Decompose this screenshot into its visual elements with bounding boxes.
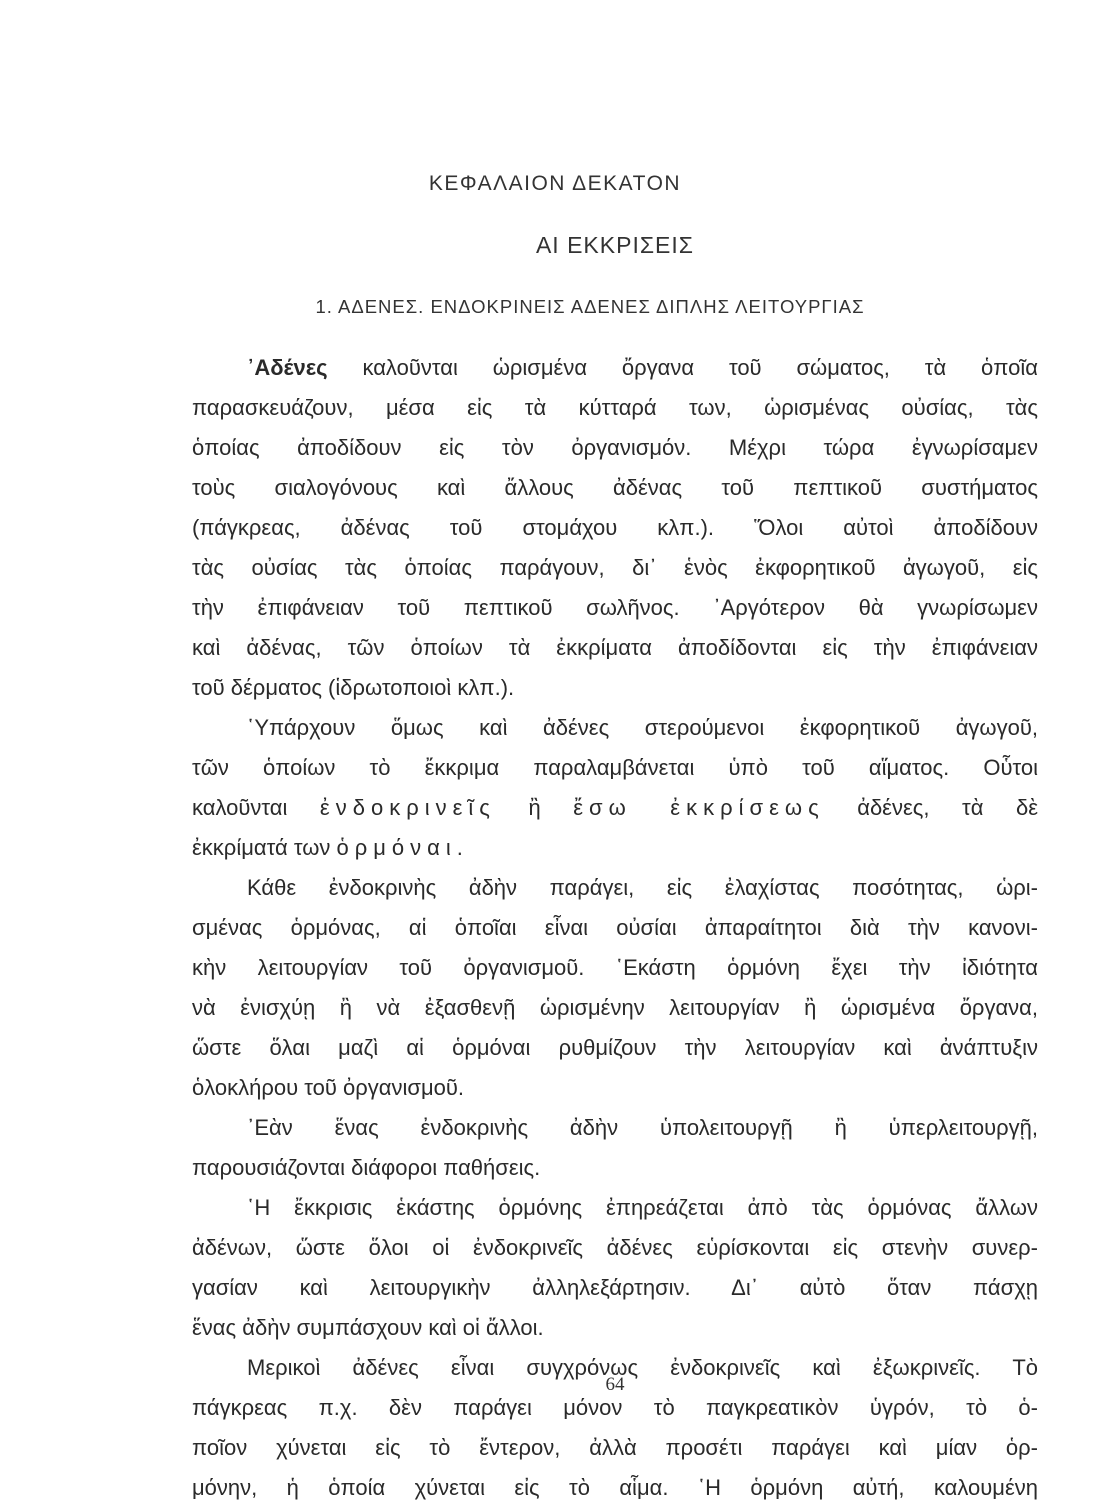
text-line: ὁποίας ἀποδίδουν εἰς τὸν ὀργανισμόν. Μέχρι τώρα ἐγνωρίσαμεν (192, 435, 1038, 460)
text-span: καλοῦνται (192, 795, 288, 820)
text-line (192, 828, 1038, 868)
body-text (192, 348, 1038, 1508)
text-line: τοὺς σιαλογόνους καὶ ἄλλους ἀδένας τοῦ πεπτικοῦ συστήματος (192, 475, 1038, 500)
text-line: ὁλοκλήρου τοῦ ὀργανισμοῦ. (192, 1075, 465, 1100)
text-line: σμένας ὁρμόνας, αἱ ὁποῖαι εἶναι οὐσίαι ἀπαραίτητοι διὰ τὴν κανονι- (192, 915, 1038, 940)
text-line: τοῦ δέρματος (ἱδρωτοποιοὶ κλπ.). (192, 675, 515, 700)
spaced-term: ὁρμόναι. (336, 835, 469, 860)
chapter-label: ΚΕΦΑΛΑΙΟΝ ΔΕΚΑΤΟΝ (428, 172, 682, 195)
text-line: Κάθε ἐνδοκρινὴς ἀδὴν παράγει, εἰς ἐλαχίστας ποσότητας, ὡρι- (247, 875, 1038, 900)
text-line: κὴν λειτουργίαν τοῦ ὀργανισμοῦ. ῾Εκάστη ὁρμόνη ἔχει τὴν ἰδιότητα (192, 955, 1038, 980)
text-line: παρασκευάζουν, μέσα εἰς τὰ κύτταρά των, ὡρισμένας οὐσίας, τὰς (192, 395, 1038, 420)
lead-term: ᾿Αδένες (247, 355, 328, 380)
text-line: τὴν ἐπιφάνειαν τοῦ πεπτικοῦ σωλῆνος. ᾿Αργότερον θὰ γνωρίσωμεν (192, 595, 1038, 620)
text-line: ὥστε ὅλαι μαζὶ αἱ ὁρμόναι ρυθμίζουν τὴν λειτουργίαν καὶ ἀνάπτυξιν (192, 1035, 1038, 1060)
text-line: (πάγκρεας, ἀδένας τοῦ στομάχου κλπ.). Ὅλοι αὐτοὶ ἀποδίδουν (192, 515, 1038, 540)
spaced-term: ἐνδοκρινεῖς (319, 795, 496, 820)
text-line: μόνην, ἡ ὁποία χύνεται εἰς τὸ αἷμα. ῾Η ὁρμόνη αὐτή, καλουμένη (192, 1475, 1038, 1500)
text-line: καὶ ἀδένας, τῶν ὁποίων τὰ ἐκκρίματα ἀποδίδονται εἰς τὴν ἐπιφάνειαν (192, 635, 1038, 660)
text-span: ἢ (528, 795, 541, 820)
text-line (192, 788, 1038, 828)
page-number: 64 (605, 1374, 625, 1395)
text-line: παρουσιάζονται διάφοροι παθήσεις. (192, 1155, 541, 1180)
spaced-term: ἔσω ἐκκρίσεως (573, 795, 825, 820)
text-line: πάγκρεας π.χ. δὲν παράγει μόνον τὸ παγκρεατικὸν ὑγρόν, τὸ ὁ- (192, 1395, 1038, 1420)
text-line: ῾Υπάρχουν ὅμως καὶ ἀδένες στερούμενοι ἐκφορητικοῦ ἀγωγοῦ, (247, 715, 1038, 740)
text-line: γασίαν καὶ λειτουργικὴν ἀλληλεξάρτησιν. Δι᾿ αὐτὸ ὅταν πάσχῃ (192, 1275, 1038, 1300)
text-line: τὰς οὐσίας τὰς ὁποίας παράγουν, δι᾿ ἑνὸς ἐκφορητικοῦ ἀγωγοῦ, εἰς (192, 555, 1038, 580)
text-span: ἐκκρίματά των (192, 835, 331, 860)
text-line: τῶν ὁποίων τὸ ἔκκριμα παραλαμβάνεται ὑπὸ τοῦ αἵματος. Οὗτοι (192, 755, 1038, 780)
section-heading: 1. ΑΔΕΝΕΣ. ΕΝΔΟΚΡΙΝΕΙΣ ΑΔΕΝΕΣ ΔΙΠΛΗΣ ΛΕΙΤΟΥΡΓΙΑΣ (315, 296, 865, 317)
text-line: ποῖον χύνεται εἰς τὸ ἔντερον, ἀλλὰ προσέτι παράγει καὶ μίαν ὁρ- (192, 1435, 1038, 1460)
text-line (192, 348, 1038, 388)
text-span: καλοῦνται ὡρισμένα ὄργανα τοῦ σώματος, τὰ ὁποῖα (362, 355, 1038, 380)
text-line: ἕνας ἀδὴν συμπάσχουν καὶ οἱ ἄλλοι. (192, 1315, 544, 1340)
text-line: ῾Η ἔκκρισις ἑκάστης ὁρμόνης ἐπηρεάζεται ἀπὸ τὰς ὁρμόνας ἄλλων (247, 1195, 1038, 1220)
text-span: ἀδένες, τὰ δὲ (857, 795, 1038, 820)
text-line: νὰ ἐνισχύῃ ἢ νὰ ἐξασθενῇ ὡρισμένην λειτουργίαν ἢ ὡρισμένα ὄργανα, (192, 995, 1038, 1020)
text-line: ἀδένων, ὥστε ὅλοι οἱ ἐνδοκρινεῖς ἀδένες εὑρίσκονται εἰς στενὴν συνερ- (192, 1235, 1038, 1260)
chapter-title: ΑΙ ΕΚΚΡΙΣΕΙΣ (535, 232, 695, 258)
text-line: Μερικοὶ ἀδένες εἶναι συγχρόνως ἐνδοκρινεῖς καὶ ἐξωκρινεῖς. Τὸ (247, 1355, 1038, 1380)
text-line: ᾿Εὰν ἕνας ἐνδοκρινὴς ἀδὴν ὑπολειτουργῇ ἢ ὑπερλειτουργῇ, (247, 1115, 1038, 1140)
